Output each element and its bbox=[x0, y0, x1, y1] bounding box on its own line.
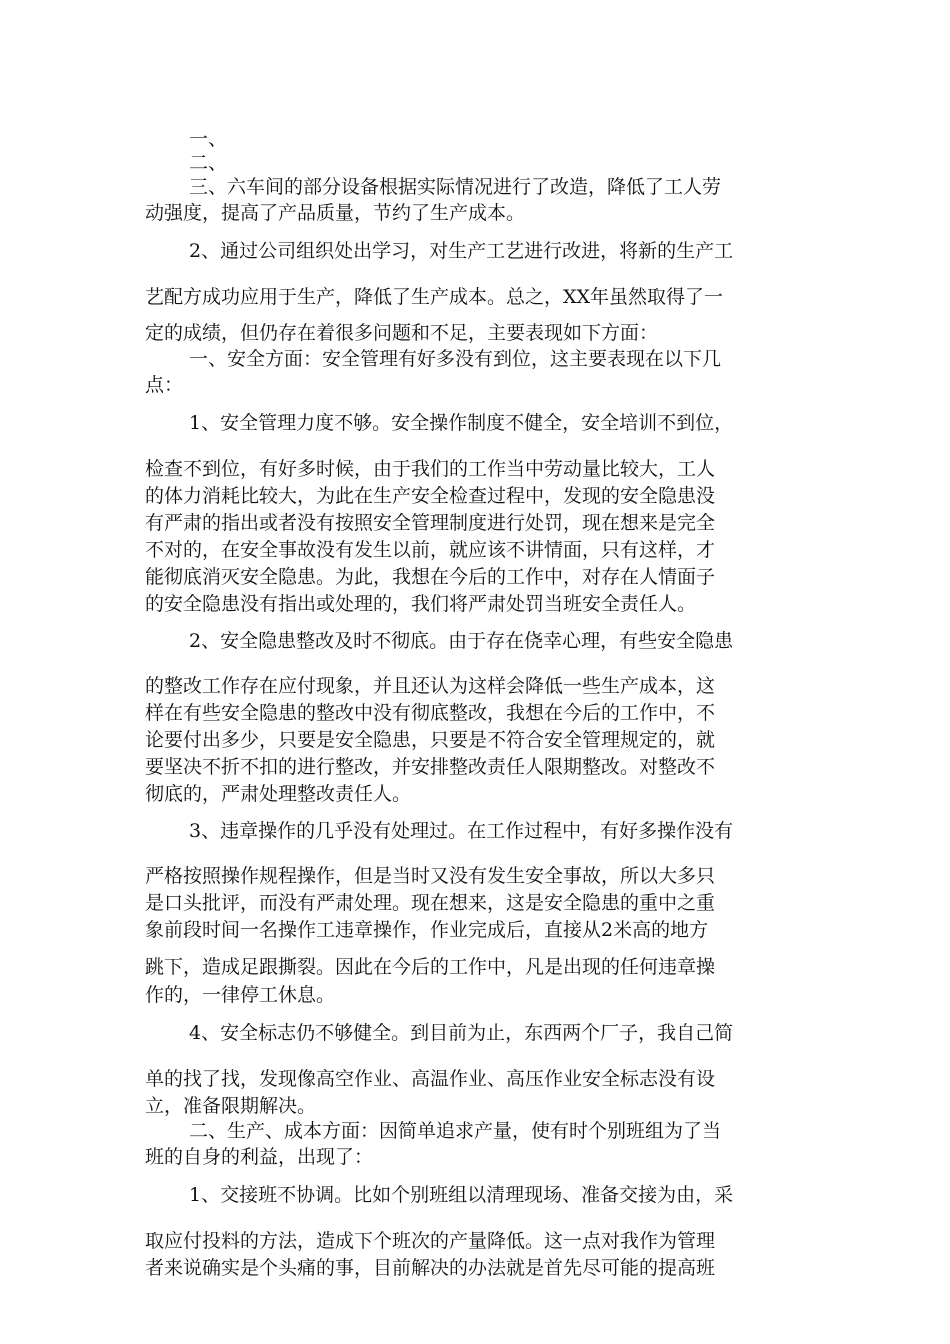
text-line: 的体力消耗比较大，为此在生产安全检查过程中，发现的安全隐患没 bbox=[145, 485, 716, 507]
text-line: 立，准备限期解决。 bbox=[145, 1095, 317, 1117]
text-line: 论要付出多少，只要是安全隐患，只要是不符合安全管理规定的，就 bbox=[145, 729, 716, 751]
text-line: 1、交接班不协调。比如个别班组以清理现场、准备交接为由，采 bbox=[189, 1184, 734, 1206]
text-line: 的安全隐患没有指出或处理的，我们将严肃处罚当班安全责任人。 bbox=[145, 593, 697, 615]
text-line: 班的自身的利益，出现了： bbox=[145, 1146, 374, 1168]
text-line: 检查不到位，有好多时候，由于我们的工作当中劳动量比较大，工人 bbox=[145, 458, 716, 480]
text-line: 作的，一律停工休息。 bbox=[145, 984, 336, 1006]
text-line: 要坚决不折不扣的进行整改，并安排整改责任人限期整改。对整改不 bbox=[145, 756, 716, 778]
text-line: 一、安全方面：安全管理有好多没有到位，这主要表现在以下几 bbox=[189, 348, 722, 370]
text-line: 动强度，提高了产品质量，节约了生产成本。 bbox=[145, 202, 526, 224]
text-line: 的整改工作存在应付现象，并且还认为这样会降低一些生产成本，这 bbox=[145, 675, 716, 697]
text-line: 是口头批评，而没有严肃处理。现在想来，这是安全隐患的重中之重 bbox=[145, 892, 716, 914]
text-line: 3、违章操作的几乎没有处理过。在工作过程中，有好多操作没有 bbox=[189, 820, 734, 842]
text-line: 象前段时间一名操作工违章操作，作业完成后，直接从2米高的地方 bbox=[145, 919, 709, 941]
text-line: 点： bbox=[145, 374, 184, 396]
text-line: 有严肃的指出或者没有按照安全管理制度进行处罚，现在想来是完全 bbox=[145, 512, 716, 534]
text-line: 定的成绩，但仍存在着很多问题和不足，主要表现如下方面： bbox=[145, 322, 659, 344]
text-line: 艺配方成功应用于生产，降低了生产成本。总之，XX年虽然取得了一 bbox=[145, 286, 724, 308]
text-line: 2、通过公司组织处出学习，对生产工艺进行改进，将新的生产工 bbox=[189, 240, 734, 262]
text-line: 二、生产、成本方面：因简单追求产量，使有时个别班组为了当 bbox=[189, 1120, 722, 1142]
text-line: 二、 bbox=[189, 152, 228, 174]
text-line: 1、安全管理力度不够。安全操作制度不健全，安全培训不到位， bbox=[189, 412, 734, 434]
text-line: 跳下，造成足跟撕裂。因此在今后的工作中，凡是出现的任何违章操 bbox=[145, 956, 716, 978]
text-line: 不对的，在安全事故没有发生以前，就应该不讲情面，只有这样，才 bbox=[145, 539, 716, 561]
text-line: 样在有些安全隐患的整改中没有彻底整改，我想在今后的工作中，不 bbox=[145, 702, 716, 724]
text-line: 能彻底消灭安全隐患。为此，我想在今后的工作中，对存在人情面子 bbox=[145, 566, 716, 588]
text-line: 2、安全隐患整改及时不彻底。由于存在侥幸心理，有些安全隐患 bbox=[189, 630, 734, 652]
text-line: 4、安全标志仍不够健全。到目前为止，东西两个厂子，我自己简 bbox=[189, 1022, 734, 1044]
text-line: 者来说确实是个头痛的事，目前解决的办法就是首先尽可能的提高班 bbox=[145, 1257, 716, 1279]
text-line: 单的找了找，发现像高空作业、高温作业、高压作业安全标志没有设 bbox=[145, 1068, 716, 1090]
text-line: 严格按照操作规程操作，但是当时又没有发生安全事故，所以大多只 bbox=[145, 865, 716, 887]
text-line: 一、 bbox=[189, 128, 228, 150]
text-line: 彻底的，严肃处理整改责任人。 bbox=[145, 783, 412, 805]
text-line: 取应付投料的方法，造成下个班次的产量降低。这一点对我作为管理 bbox=[145, 1230, 716, 1252]
text-line: 三、六车间的部分设备根据实际情况进行了改造，降低了工人劳 bbox=[189, 176, 722, 198]
